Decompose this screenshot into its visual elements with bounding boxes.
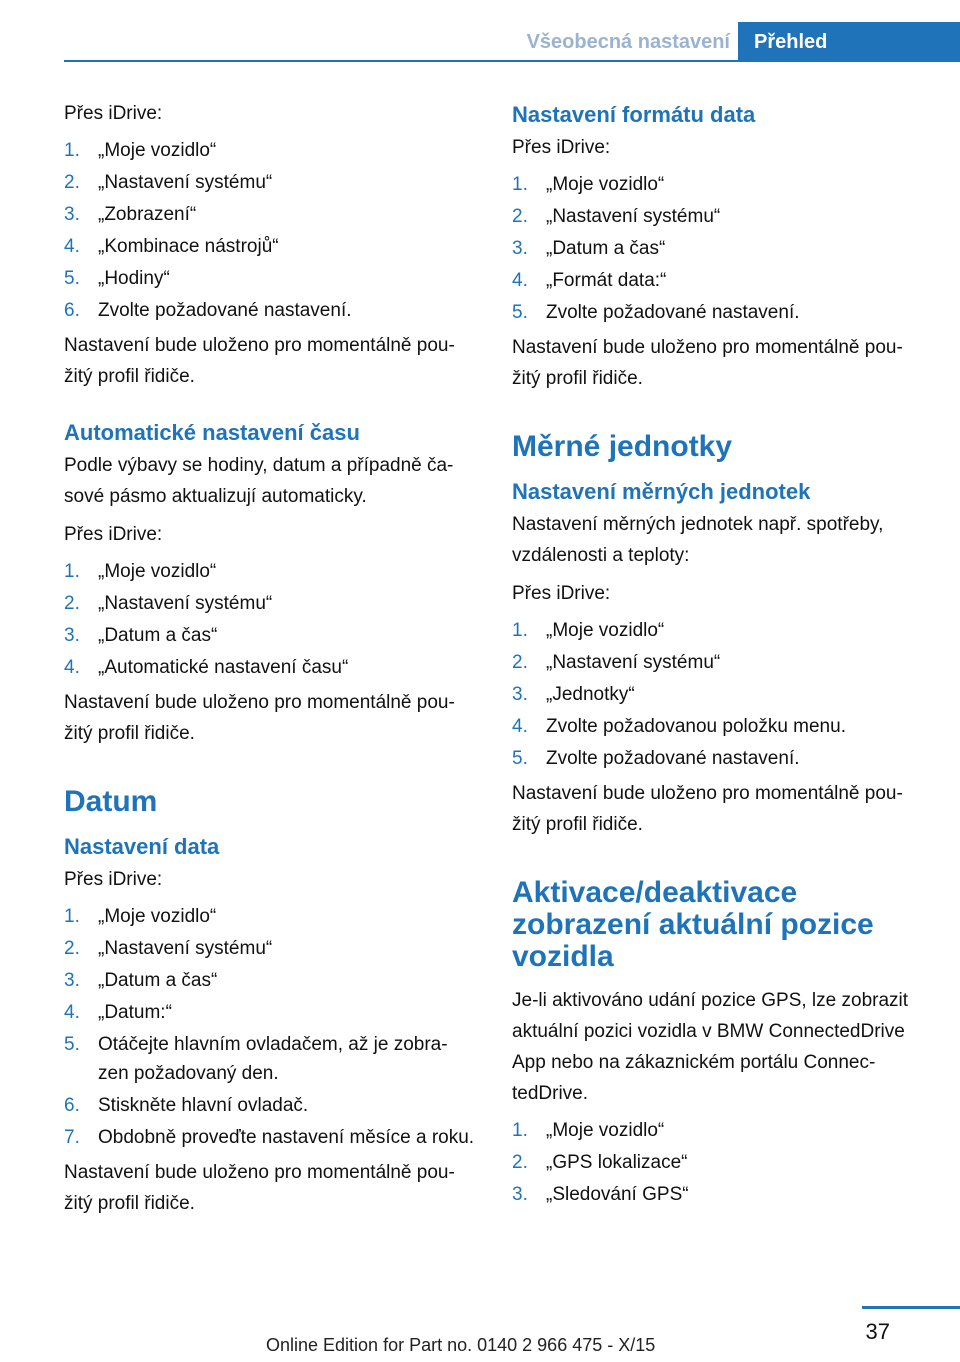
steps-list [512, 1116, 924, 1209]
subheading-auto-time: Automatické nastavení času [64, 420, 360, 445]
list-item [512, 1180, 924, 1209]
heading-units: Měrné jednotky [512, 430, 733, 463]
list-number: 2. [512, 652, 528, 673]
page-header [0, 0, 960, 62]
list-item-text: Zvolte požadované nastavení. [546, 302, 800, 323]
list-item [64, 902, 476, 931]
list-number: 2. [64, 172, 80, 193]
list-number: 2. [512, 1152, 528, 1173]
paragraph: Podle výbavy se hodiny, datum a případně ča-sové pásmo aktualizují automaticky. [64, 455, 454, 507]
list-item [512, 1148, 924, 1177]
list-item-text: Zvolte požadované nastavení. [98, 300, 352, 321]
paragraph: Nastavení bude uloženo pro momentálně pou-žitý profil řidiče. [64, 335, 455, 387]
list-number: 1. [64, 906, 80, 927]
list-item [512, 234, 924, 263]
list-item [512, 1116, 924, 1145]
chapter-tab: Přehled [738, 22, 960, 62]
list-item-text: „Datum a čas“ [98, 970, 218, 991]
list-item-text: Otáčejte hlavním ovladačem, až je zobra-zen požadovaný den. [98, 1034, 448, 1084]
paragraph: Přes iDrive: [512, 137, 611, 158]
left-column [64, 98, 476, 1226]
list-number: 1. [64, 561, 80, 582]
steps-list [512, 170, 924, 327]
list-number: 1. [512, 174, 528, 195]
list-number: 2. [64, 593, 80, 614]
list-item-text: „GPS lokalizace“ [546, 1152, 688, 1173]
paragraph: Nastavení bude uloženo pro momentálně pou-žitý profil řidiče. [512, 783, 903, 835]
list-item [64, 1091, 476, 1120]
list-item-text: Stiskněte hlavní ovladač. [98, 1095, 309, 1116]
list-item-text: „Datum a čas“ [546, 238, 666, 259]
list-item-text: „Datum a čas“ [98, 625, 218, 646]
list-item-text: „Kombinace nástrojů“ [98, 236, 279, 257]
list-item [512, 680, 924, 709]
list-item [64, 232, 476, 261]
paragraph: Nastavení bude uloženo pro momentálně pou-žitý profil řidiče. [64, 692, 455, 744]
list-number: 4. [64, 657, 80, 678]
paragraph: Nastavení bude uloženo pro momentálně pou-žitý profil řidiče. [64, 1162, 455, 1214]
subheading-set-date: Nastavení data [64, 834, 220, 859]
list-number: 1. [512, 1120, 528, 1141]
list-item-text: „Datum:“ [98, 1002, 172, 1023]
list-number: 4. [64, 1002, 80, 1023]
footer-edition: Online Edition for Part no. 0140 2 966 475 - X/15 [266, 1335, 656, 1355]
list-item-text: „Moje vozidlo“ [98, 561, 217, 582]
list-item [64, 934, 476, 963]
list-number: 5. [64, 1034, 80, 1055]
list-item [64, 653, 476, 682]
list-number: 1. [512, 620, 528, 641]
list-number: 4. [512, 716, 528, 737]
list-number: 5. [64, 268, 80, 289]
list-item-text: „Zobrazení“ [98, 204, 197, 225]
list-item [64, 589, 476, 618]
header-rule [64, 60, 960, 62]
paragraph: Přes iDrive: [512, 583, 611, 604]
list-number: 6. [64, 1095, 80, 1116]
list-item [64, 136, 476, 165]
heading-gps: Aktivace/deaktivace zobrazení aktuální pozice vozidla [512, 876, 874, 973]
list-item-text: „Automatické nastavení času“ [98, 657, 349, 678]
list-item [64, 557, 476, 586]
list-number: 1. [64, 140, 80, 161]
page-number: 37 [862, 1306, 960, 1345]
list-number: 6. [64, 300, 80, 321]
list-item [64, 966, 476, 995]
list-item-text: „Moje vozidlo“ [98, 140, 217, 161]
paragraph: Je-li aktivováno udání pozice GPS, lze zobrazit aktuální pozici vozidla v BMW ConnectedDrive App nebo na zákaznickém portálu Connec-tedDrive. [512, 990, 909, 1104]
list-item-text: „Nastavení systému“ [546, 206, 721, 227]
list-item-text: „Sledování GPS“ [546, 1184, 689, 1205]
paragraph: Nastavení měrných jednotek např. spotřeby, vzdálenosti a teploty: [512, 514, 884, 566]
steps-list [512, 616, 924, 773]
list-item [512, 648, 924, 677]
list-item-text: „Nastavení systému“ [98, 593, 273, 614]
list-number: 4. [512, 270, 528, 291]
list-number: 2. [64, 938, 80, 959]
list-item [64, 200, 476, 229]
list-item-text: „Nastavení systému“ [98, 938, 273, 959]
list-number: 4. [64, 236, 80, 257]
list-number: 3. [64, 204, 80, 225]
list-item-text: „Nastavení systému“ [98, 172, 273, 193]
list-item-text: Zvolte požadované nastavení. [546, 748, 800, 769]
list-item [64, 1030, 476, 1088]
list-item [64, 1123, 476, 1152]
list-item-text: Zvolte požadovanou položku menu. [546, 716, 846, 737]
list-item [64, 998, 476, 1027]
list-item [64, 168, 476, 197]
paragraph: Nastavení bude uloženo pro momentálně pou-žitý profil řidiče. [512, 337, 903, 389]
list-item-text: „Moje vozidlo“ [546, 620, 665, 641]
list-number: 5. [512, 748, 528, 769]
list-item [64, 621, 476, 650]
subheading-set-units: Nastavení měrných jednotek [512, 479, 811, 504]
list-item [512, 298, 924, 327]
list-item-text: „Hodiny“ [98, 268, 170, 289]
list-item-text: Obdobně proveďte nastavení měsíce a roku. [98, 1127, 475, 1148]
steps-list [64, 902, 476, 1152]
list-item [512, 744, 924, 773]
list-item-text: „Moje vozidlo“ [98, 906, 217, 927]
list-item [512, 616, 924, 645]
subheading-date-format: Nastavení formátu data [512, 102, 756, 127]
list-number: 3. [64, 625, 80, 646]
steps-list [64, 557, 476, 682]
list-item-text: „Nastavení systému“ [546, 652, 721, 673]
list-number: 3. [512, 684, 528, 705]
list-item-text: „Formát data:“ [546, 270, 667, 291]
heading-date: Datum [64, 785, 158, 818]
list-item [512, 202, 924, 231]
list-number: 3. [64, 970, 80, 991]
list-item-text: „Moje vozidlo“ [546, 1120, 665, 1141]
list-item-text: „Jednotky“ [546, 684, 635, 705]
list-number: 5. [512, 302, 528, 323]
paragraph: Přes iDrive: [64, 524, 163, 545]
right-column [512, 98, 924, 1214]
list-number: 2. [512, 206, 528, 227]
list-number: 3. [512, 238, 528, 259]
list-item [512, 266, 924, 295]
list-item [512, 712, 924, 741]
steps-list [64, 136, 476, 325]
list-item [512, 170, 924, 199]
paragraph: Přes iDrive: [64, 869, 163, 890]
list-item [64, 264, 476, 293]
paragraph: Přes iDrive: [64, 103, 163, 124]
list-item [64, 296, 476, 325]
section-title: Všeobecná nastavení [526, 31, 730, 53]
list-number: 7. [64, 1127, 80, 1148]
list-item-text: „Moje vozidlo“ [546, 174, 665, 195]
list-number: 3. [512, 1184, 528, 1205]
